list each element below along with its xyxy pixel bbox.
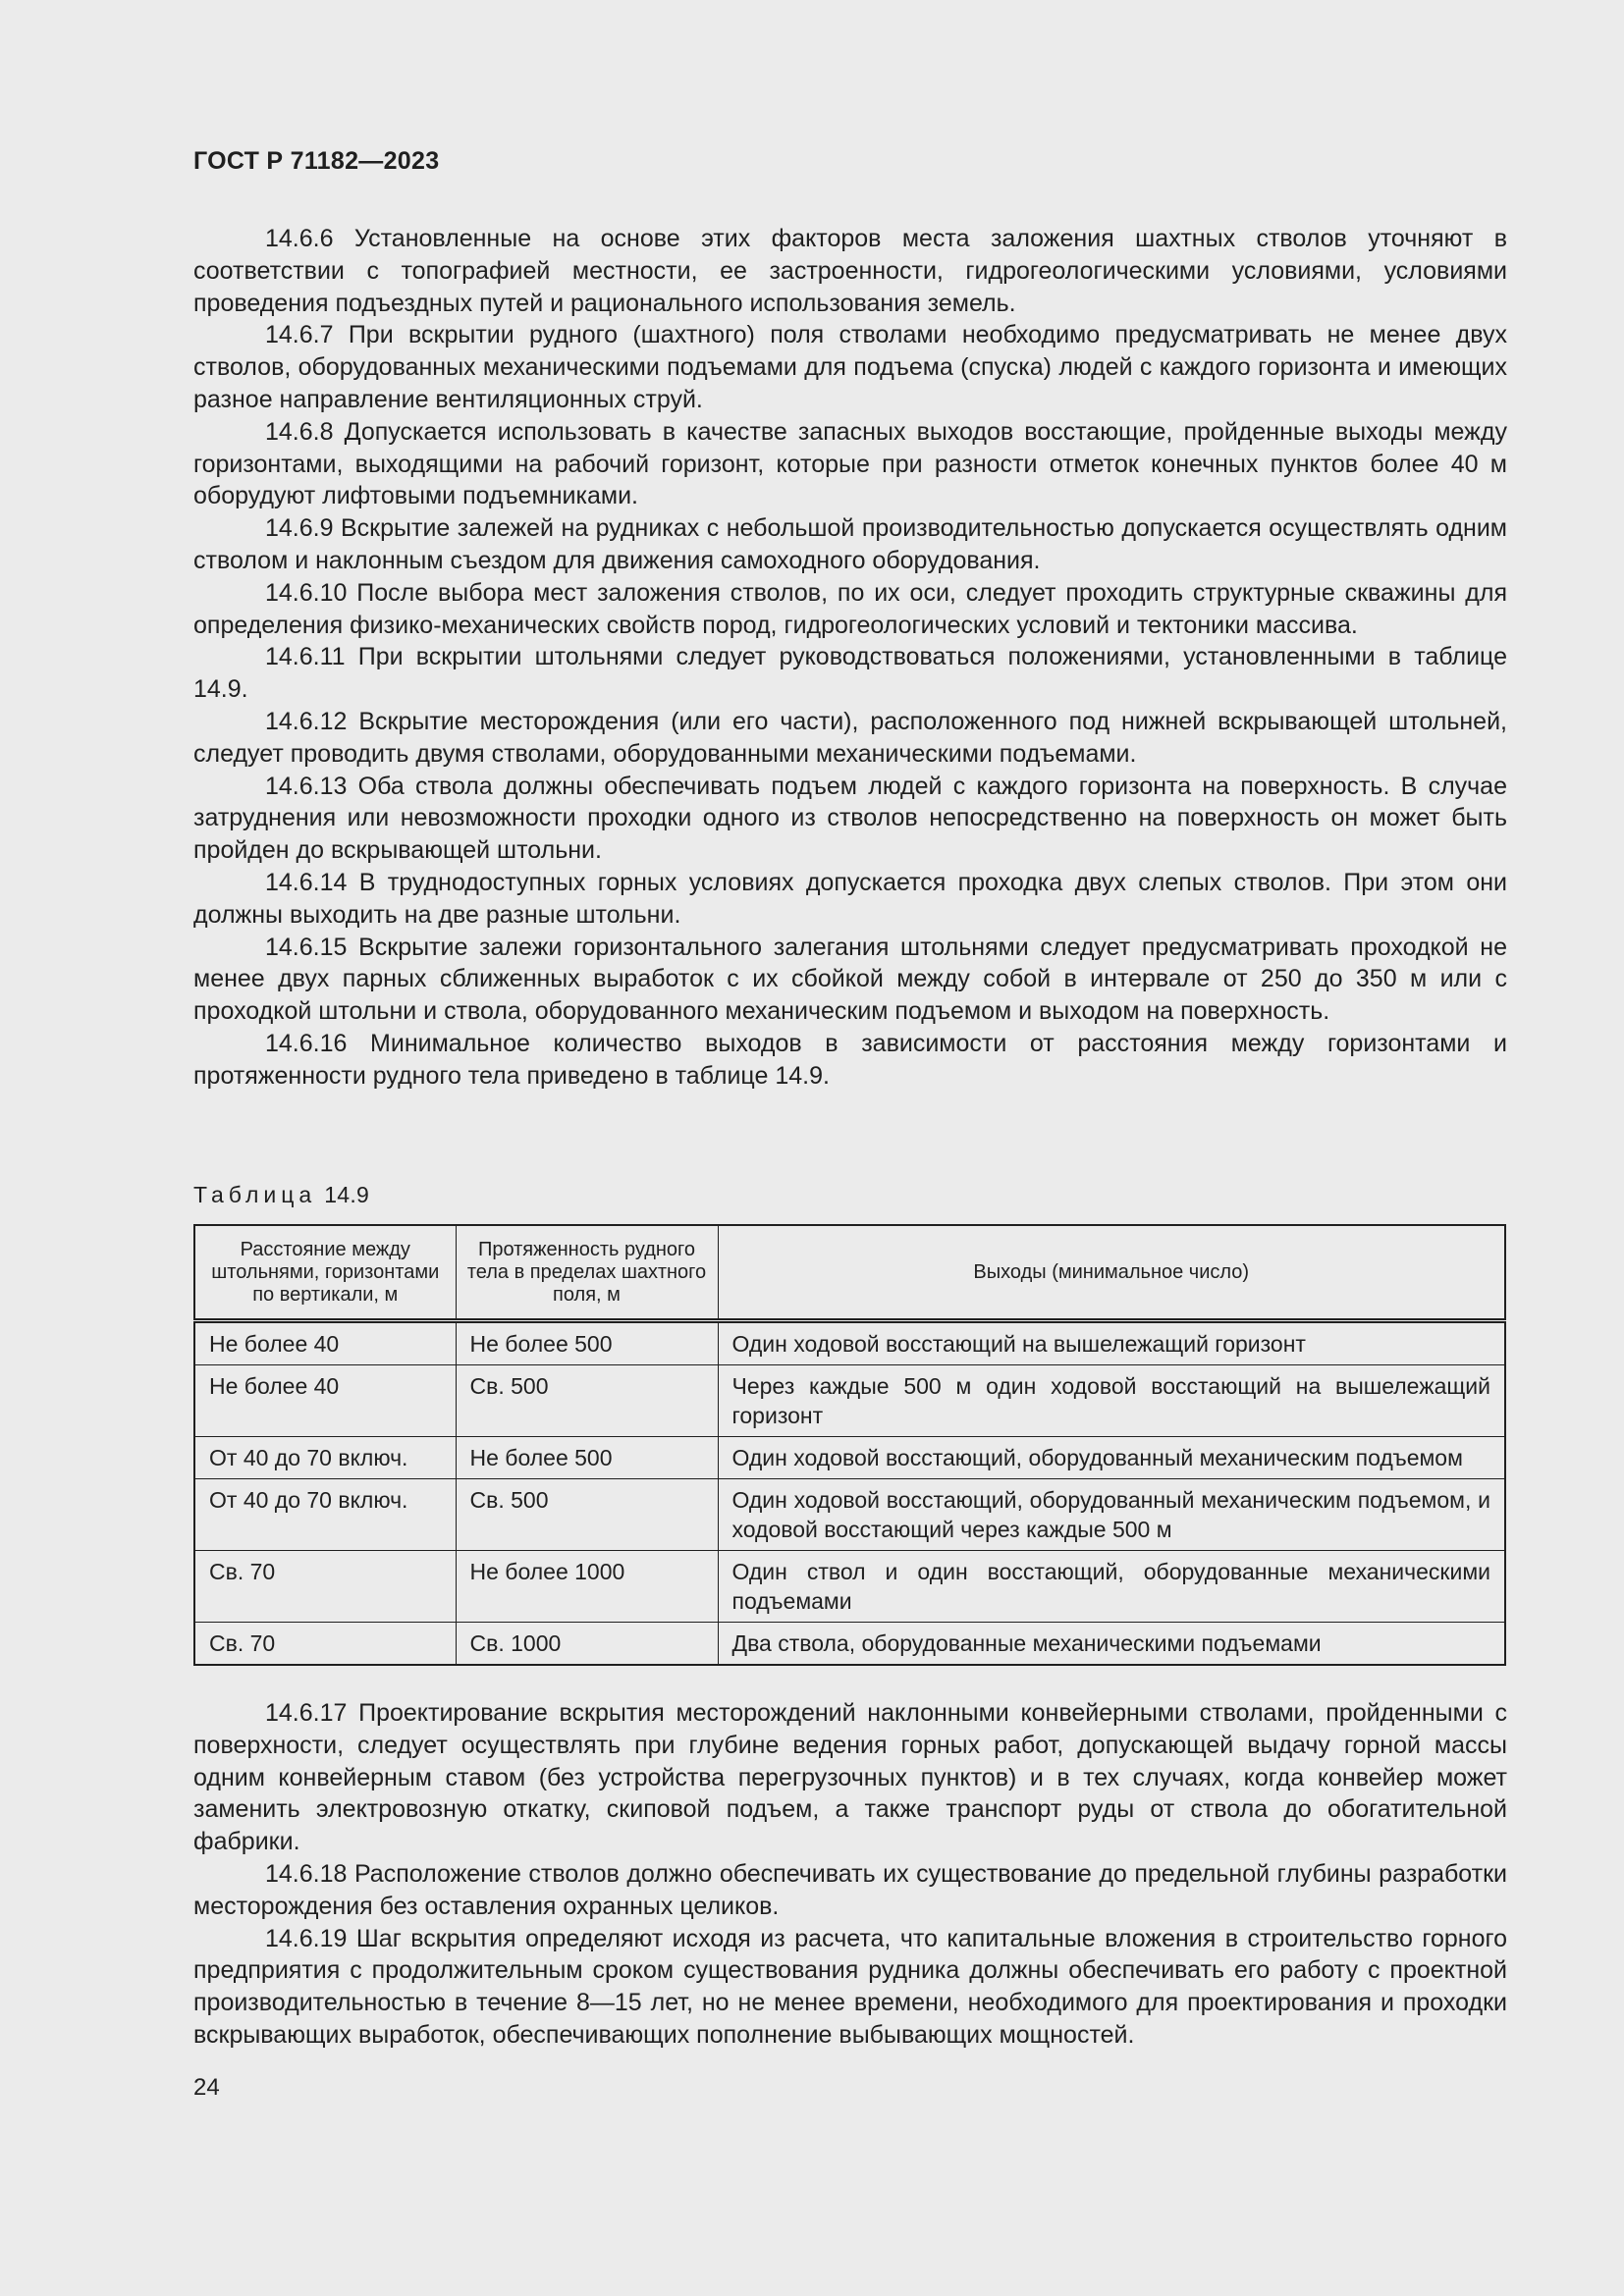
paragraph-14-6-6: 14.6.6 Установленные на основе этих факторов места заложения шахтных стволов уточняют в соответствии с топографией местности, ее застроенности, гидрогеологическими условиями, условиями проведения подъездных путей и рационального использования земель.	[193, 225, 1507, 317]
cell-distance: Св. 70	[194, 1623, 456, 1666]
paragraph-14-6-12: 14.6.12 Вскрытие месторождения (или его части), расположенного под нижней вскрывающей штольней, следует проводить двумя стволами, оборудованными механическими подъемами.	[193, 707, 1507, 768]
body-text-before-table	[193, 223, 1507, 1093]
body-text-after-table	[193, 1697, 1507, 2052]
table-header-row	[194, 1225, 1505, 1321]
table-caption	[193, 1182, 369, 1208]
cell-distance: Не более 40	[194, 1365, 456, 1437]
paragraph-14-6-19: 14.6.19 Шаг вскрытия определяют исходя из расчета, что капитальные вложения в строительство горного предприятия с продолжительным сроком существования рудника должны обеспечивать его работу с проектной производительностью в течение 8—15 лет, но не менее времени, необходимого для проектирования и проходки вскрывающих выработок, обеспечивающих пополнение выбывающих мощностей.	[193, 1924, 1507, 2049]
table-row	[194, 1365, 1505, 1437]
paragraph-14-6-14: 14.6.14 В труднодоступных горных условиях допускается проходка двух слепых стволов. При этом они должны выходить на две разные штольни.	[193, 868, 1507, 929]
cell-distance: Св. 70	[194, 1551, 456, 1623]
header-distance: Расстояние между штольнями, горизонтами по вертикали, м	[194, 1225, 456, 1321]
document-header: ГОСТ Р 71182—2023	[193, 147, 440, 175]
paragraph-14-6-15: 14.6.15 Вскрытие залежи горизонтального залегания штольнями следует предусматривать проходкой не менее двух парных сближенных выработок с их сбойкой между собой в интервале от 250 до 350 м или с проходкой штольни и ствола, оборудованного механическим подъемом и выходом на поверхность.	[193, 933, 1507, 1026]
cell-exits: Один ствол и один восстающий, оборудованные механическими подъемами	[718, 1551, 1505, 1623]
header-exits: Выходы (минимальное число)	[718, 1225, 1505, 1321]
cell-distance: От 40 до 70 включ.	[194, 1437, 456, 1479]
cell-exits: Два ствола, оборудованные механическими подъемами	[718, 1623, 1505, 1666]
cell-exits: Через каждые 500 м один ходовой восстающий на вышележащий горизонт	[718, 1365, 1505, 1437]
exits-table	[193, 1224, 1506, 1666]
header-extent: Протяженность рудного тела в пределах шахтного поля, м	[456, 1225, 718, 1321]
paragraph-14-6-7: 14.6.7 При вскрытии рудного (шахтного) поля стволами необходимо предусматривать не менее двух стволов, оборудованных механическими подъемами для подъема (спуска) людей с каждого горизонта и имеющих разное направление вентиляционных струй.	[193, 321, 1507, 413]
table-caption-number: 14.9	[324, 1182, 370, 1207]
paragraph-14-6-17: 14.6.17 Проектирование вскрытия месторождений наклонными конвейерными стволами, пройденными с поверхности, следует осуществлять при глубине ведения горных работ, допускающей выдачу горной массы одним конвейерным ставом (без устройства перегрузочных пунктов) и в тех случаях, когда конвейер может заменить электровозную откатку, скиповой подъем, а также транспорт руды от ствола до обогатительной фабрики.	[193, 1699, 1507, 1856]
table-row	[194, 1479, 1505, 1551]
paragraph-14-6-10: 14.6.10 После выбора мест заложения стволов, по их оси, следует проходить структурные скважины для определения физико-механических свойств пород, гидрогеологических условий и тектоники массива.	[193, 578, 1507, 639]
paragraph-14-6-16: 14.6.16 Минимальное количество выходов в зависимости от расстояния между горизонтами и протяженности рудного тела приведено в таблице 14.9.	[193, 1029, 1507, 1090]
paragraph-14-6-18: 14.6.18 Расположение стволов должно обеспечивать их существование до предельной глубины разработки месторождения без оставления охранных целиков.	[193, 1859, 1507, 1920]
cell-exits: Один ходовой восстающий, оборудованный механическим подъемом	[718, 1437, 1505, 1479]
paragraph-14-6-13: 14.6.13 Оба ствола должны обеспечивать подъем людей с каждого горизонта на поверхность. В случае затруднения или невозможности проходки одного из стволов непосредственно на поверхность он может быть пройден до вскрывающей штольни.	[193, 772, 1507, 865]
cell-extent: Не более 500	[456, 1321, 718, 1365]
paragraph-14-6-8: 14.6.8 Допускается использовать в качестве запасных выходов восстающие, пройденные выходы между горизонтами, выходящими на рабочий горизонт, которые при разности отметок конечных пунктов более 40 м оборудуют лифтовыми подъемниками.	[193, 417, 1507, 510]
cell-extent: Не более 1000	[456, 1551, 718, 1623]
table-caption-word: Таблица	[193, 1182, 317, 1207]
cell-extent: Не более 500	[456, 1437, 718, 1479]
cell-exits: Один ходовой восстающий, оборудованный механическим подъемом, и ходовой восстающий через каждые 500 м	[718, 1479, 1505, 1551]
paragraph-14-6-9: 14.6.9 Вскрытие залежей на рудниках с небольшой производительностью допускается осуществлять одним стволом и наклонным съездом для движения самоходного оборудования.	[193, 514, 1507, 574]
cell-extent: Св. 1000	[456, 1623, 718, 1666]
table-row	[194, 1437, 1505, 1479]
page-number: 24	[193, 2074, 220, 2101]
cell-exits: Один ходовой восстающий на вышележащий горизонт	[718, 1321, 1505, 1365]
table-row	[194, 1623, 1505, 1666]
cell-distance: Не более 40	[194, 1321, 456, 1365]
table-row	[194, 1551, 1505, 1623]
cell-distance: От 40 до 70 включ.	[194, 1479, 456, 1551]
cell-extent: Св. 500	[456, 1479, 718, 1551]
paragraph-14-6-11: 14.6.11 При вскрытии штольнями следует руководствоваться положениями, установленными в таблице 14.9.	[193, 643, 1507, 704]
cell-extent: Св. 500	[456, 1365, 718, 1437]
table-row	[194, 1321, 1505, 1365]
